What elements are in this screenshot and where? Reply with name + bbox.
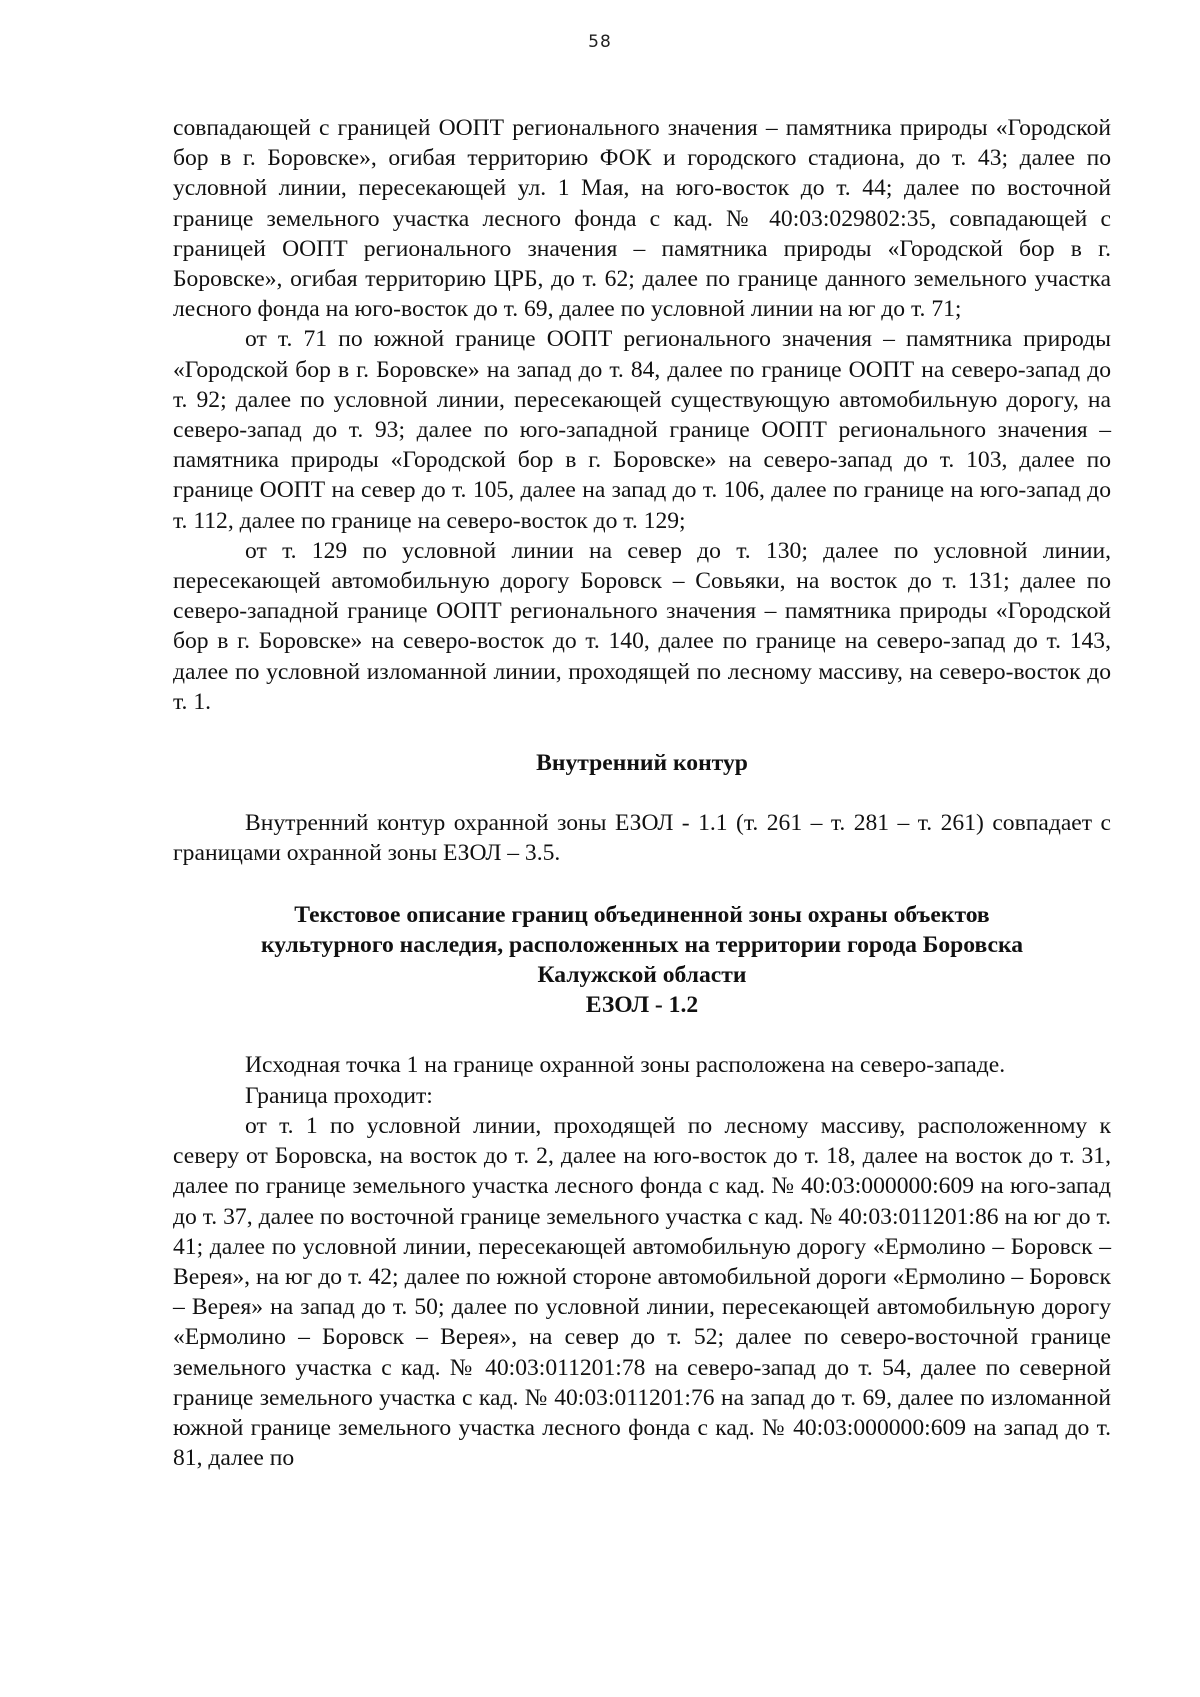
section-title-line-1: Текстовое описание границ объединенной зоны охраны объектов [294,901,990,928]
section-title-line-4: ЕЗОЛ - 1.2 [585,992,699,1019]
boundary-description: от т. 1 по условной линии, проходящей по лесному массиву, расположенному к северу от Боровска, на восток до т. 2, далее на юго-восток до т. 18, далее на восток до т. 31, далее по границе земельного участка лесного фонда с кад. № 40:03:000000:609 на юго-запад до т. 37, далее по восточной границе земельного участка с кад. № 40:03:011201:86 на юг до т. 41; далее по условной линии, пересекающей автомобильную дорогу «Ермолино – Боровск – Верея», на юг до т. 42; далее по южной стороне автомобильной дороги «Ермолино – Боровск – Верея» на запад до т. 50; далее по условной линии, пересекающей автомобильную дорогу «Ермолино – Боровск – Верея», на север до т. 52; далее по северо-восточной границе земельного участка с кад. № 40:03:011201:78 на северо-запад до т. 54, далее по северной границе земельного участка с кад. № 40:03:011201:76 на запад до т. 69, далее по изломанной южной границе земельного участка лесного фонда с кад. № 40:03:000000:609 на запад до т. 81, далее по [173,1112,1111,1472]
inner-contour-text: Внутренний контур охранной зоны ЕЗОЛ - 1.1 (т. 261 – т. 281 – т. 261) совпадает с границами охранной зоны ЕЗОЛ – 3.5. [173,810,1111,867]
section-title-line-2: культурного наследия, расположенных на территории города Боровска [260,931,1024,958]
inner-contour-heading-block [173,748,1111,778]
paragraph-continued: совпадающей с границей ООПТ регионального значения – памятника природы «Городской бор в г. Боровске», огибая территорию ФОК и городского стадиона, до т. 43; далее по условной линии, пересекающей ул. 1 Мая, на юго-восток до т. 44; далее по восточной границе земельного участка лесного фонда с кад. № 40:03:029802:35, совпадающей с границей ООПТ регионального значения – памятника природы «Городской бор в г. Боровске», огибая территорию ЦРБ, до т. 62; далее по границе данного земельного участка лесного фонда на юго-восток до т. 69, далее по условной линии на юг до т. 71; [173,115,1111,323]
paragraph-from-point-71: от т. 71 по южной границе ООПТ регионального значения – памятника природы «Городской бор в г. Боровске» на запад до т. 84, далее по границе ООПТ на северо-запад до т. 92; далее по условной линии, пересекающей существующую автомобильную дорогу, на северо-запад до т. 93; далее по юго-западной границе ООПТ регионального значения – памятника природы «Городской бор в г. Боровске» на северо-запад до т. 103, далее по границе ООПТ на север до т. 105, далее на запад до т. 106, далее по границе на юго-запад до т. 112, далее по границе на северо-восток до т. 129; [173,326,1111,534]
section-title-block [173,900,1111,1021]
section-title-line-3: Калужской области [537,962,747,989]
document-body [173,113,1111,1473]
inner-contour-heading: Внутренний контур [536,750,748,777]
boundary-intro: Граница проходит: [245,1082,433,1109]
start-point-text: Исходная точка 1 на границе охранной зоны расположена на северо-западе. [245,1052,1006,1079]
page-number: 58 [588,32,612,52]
paragraph-from-point-129: от т. 129 по условной линии на север до т. 130; далее по условной линии, пересекающей автомобильную дорогу Боровск – Совьяки, на восток до т. 131; далее по северо-западной границе ООПТ регионального значения – памятника природы «Городской бор в г. Боровске» на северо-восток до т. 140, далее по границе на северо-запад до т. 143, далее по условной изломанной линии, проходящей по лесному массиву, на северо-восток до т. 1. [173,537,1111,715]
